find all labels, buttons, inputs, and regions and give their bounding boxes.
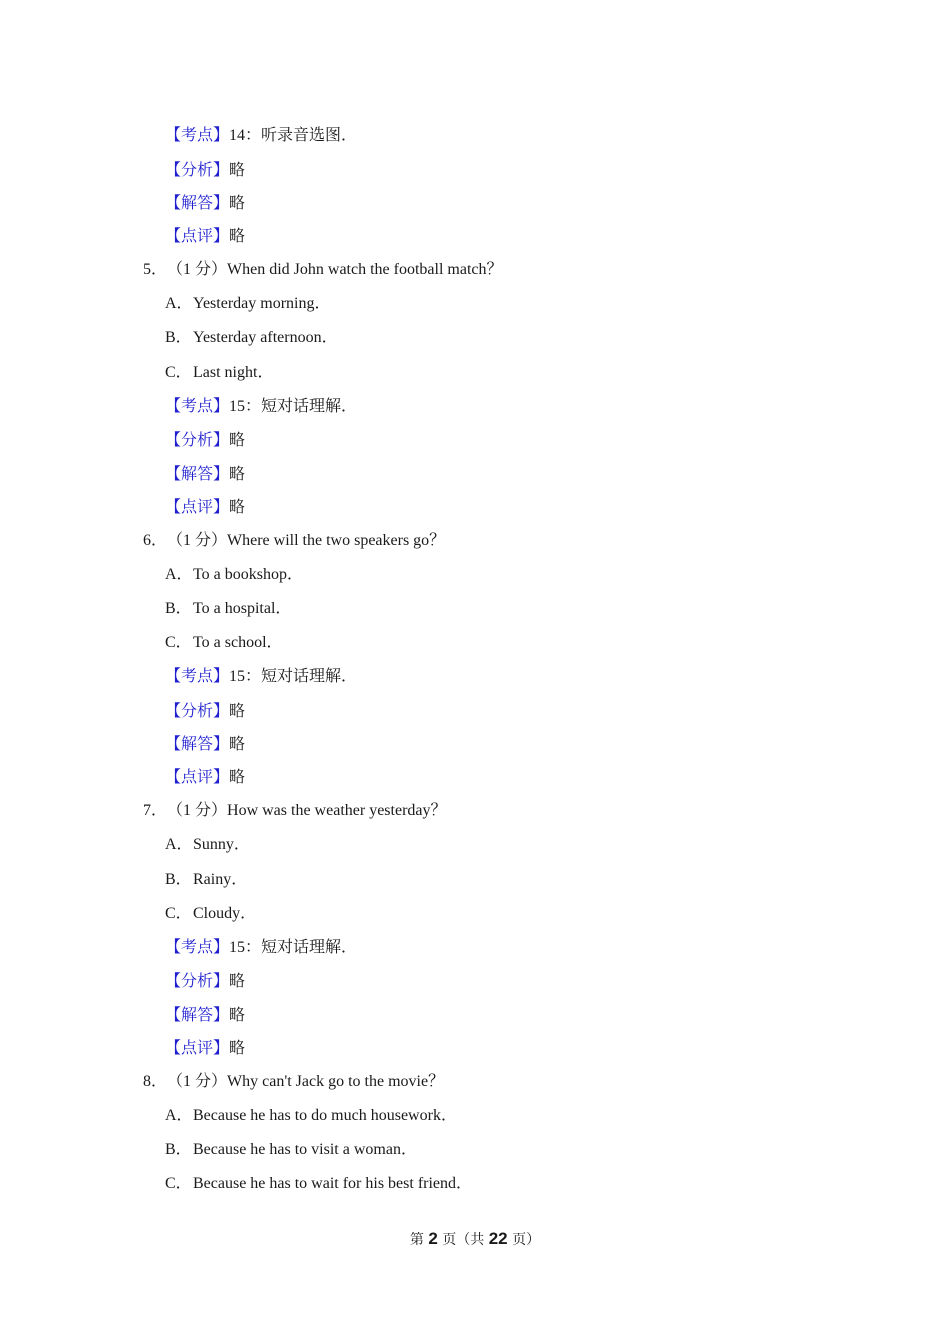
option-c: C．To a school． [165, 634, 283, 651]
jieda-line: 【解答】略 [165, 1007, 246, 1024]
option-c: C．Cloudy． [165, 905, 257, 922]
tag-fenxi: 【分析】 [165, 973, 230, 990]
tag-jieda: 【解答】 [165, 1007, 230, 1024]
kaodian-line: 【考点】15：短对话理解． [165, 398, 358, 415]
fenxi-line: 【分析】略 [165, 703, 246, 720]
tag-dianping: 【点评】 [165, 1040, 230, 1057]
kaodian-line: 【考点】14：听录音选图． [165, 127, 358, 144]
option-a: A．To a bookshop． [165, 566, 303, 583]
question-stem: 7．（1 分）How was the weather yesterday？ [143, 802, 447, 819]
dianping-line: 【点评】略 [165, 228, 246, 245]
fenxi-line: 【分析】略 [165, 432, 246, 449]
question-stem: 5．（1 分）When did John watch the football match？ [143, 261, 503, 278]
jieda-line: 【解答】略 [165, 466, 246, 483]
fenxi-line: 【分析】略 [165, 162, 246, 179]
tag-jieda: 【解答】 [165, 736, 230, 753]
tag-jieda: 【解答】 [165, 466, 230, 483]
tag-dianping: 【点评】 [165, 499, 230, 516]
tag-kaodian: 【考点】 [165, 398, 230, 415]
kaodian-line: 【考点】15：短对话理解． [165, 939, 358, 956]
tag-fenxi: 【分析】 [165, 432, 230, 449]
option-a: A．Sunny． [165, 836, 250, 853]
tag-dianping: 【点评】 [165, 769, 230, 786]
option-b: B．Rainy． [165, 871, 248, 888]
jieda-line: 【解答】略 [165, 736, 246, 753]
option-c: C．Because he has to wait for his best friend． [165, 1175, 473, 1192]
dianping-line: 【点评】略 [165, 499, 246, 516]
tag-jieda: 【解答】 [165, 195, 230, 212]
question-stem: 8．（1 分）Why can't Jack go to the movie？ [143, 1073, 445, 1090]
dianping-line: 【点评】略 [165, 769, 246, 786]
page-footer: 第 2 页（共 22 页） [409, 1229, 541, 1248]
tag-fenxi: 【分析】 [165, 162, 230, 179]
tag-dianping: 【点评】 [165, 228, 230, 245]
dianping-line: 【点评】略 [165, 1040, 246, 1057]
tag-kaodian: 【考点】 [165, 939, 230, 956]
tag-kaodian: 【考点】 [165, 127, 230, 144]
option-b: B．Because he has to visit a woman． [165, 1141, 417, 1158]
option-a: A．Yesterday morning． [165, 295, 331, 312]
kaodian-line: 【考点】15：短对话理解． [165, 668, 358, 685]
tag-fenxi: 【分析】 [165, 703, 230, 720]
question-stem: 6．（1 分）Where will the two speakers go？ [143, 532, 446, 549]
fenxi-line: 【分析】略 [165, 973, 246, 990]
option-b: B．Yesterday afternoon． [165, 329, 338, 346]
tag-kaodian: 【考点】 [165, 668, 230, 685]
jieda-line: 【解答】略 [165, 195, 246, 212]
total-pages: 22 [488, 1229, 508, 1248]
option-c: C．Last night． [165, 364, 274, 381]
page-number: 2 [428, 1229, 438, 1248]
option-a: A．Because he has to do much housework． [165, 1107, 457, 1124]
option-b: B．To a hospital． [165, 600, 292, 617]
